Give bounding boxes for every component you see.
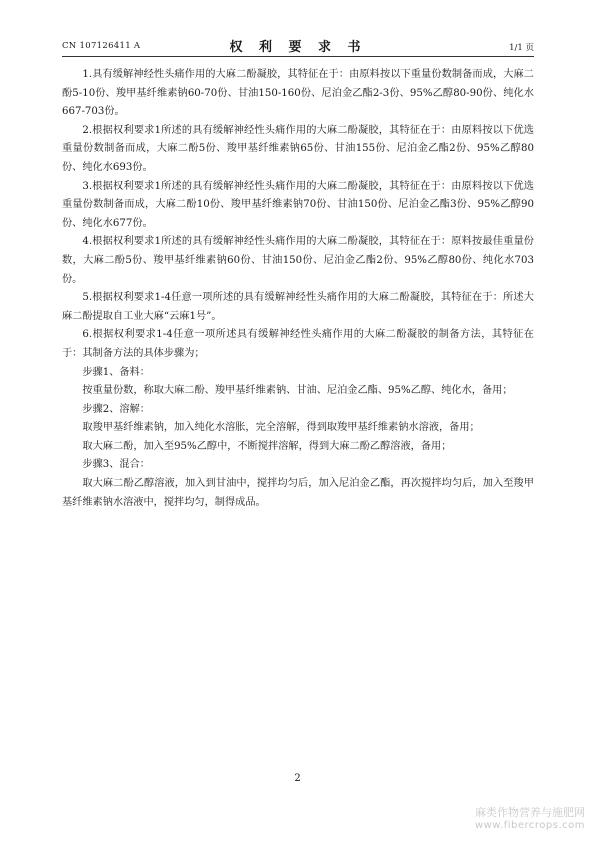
document-title: 权 利 要 求 书 (229, 40, 367, 55)
watermark-url: www.fibercrops.com (474, 820, 585, 831)
claims-body (62, 66, 534, 512)
claim-2: 2.根据权利要求1所述的具有缓解神经性头痛作用的大麻二酚凝胶，其特征在于：由原料按以下优选重量份数制备而成，大麻二酚5份、羧甲基纤维素钠65份、甘油155份、尼泊金乙酯2份、95%乙醇80份、纯化水693份。 (62, 124, 534, 173)
step-1-text: 按重量份数，称取大麻二酚、羧甲基纤维素钠、甘油、尼泊金乙酯、95%乙醇、纯化水，备用； (82, 385, 513, 397)
page-info: 1/1 页 (509, 43, 534, 53)
claim-6: 6.根据权利要求1-4任意一项所述具有缓解神经性头痛作用的大麻二酚凝胶的制备方法，其特征在于：其制备方法的具体步骤为； (62, 329, 534, 359)
step-2-text-b: 取大麻二酚，加入至95%乙醇中，不断搅拌溶解，得到大麻二酚乙醇溶液，备用； (82, 440, 452, 452)
document-number: CN 107126411 A (62, 41, 141, 51)
step-3-heading: 步骤3、混合： (82, 459, 150, 471)
watermark (475, 806, 585, 832)
step-2-heading: 步骤2、溶解： (82, 403, 150, 415)
step-2-text-a: 取羧甲基纤维素钠，加入纯化水溶胀，完全溶解，得到取羧甲基纤维素钠水溶液，备用； (82, 422, 480, 434)
watermark-site-name: 麻类作物营养与施肥网 (475, 806, 585, 819)
claim-3: 3.根据权利要求1所述的具有缓解神经性头痛作用的大麻二酚凝胶，其特征在于：由原料按以下优选重量份数制备而成，大麻二酚10份、羧甲基纤维素钠70份、甘油150份、尼泊金乙酯3份、95%乙醇90份、纯化水677份。 (62, 180, 534, 229)
claim-1: 1.具有缓解神经性头痛作用的大麻二酚凝胶，其特征在于：由原料按以下重量份数制备而成，大麻二酚5-10份、羧甲基纤维素钠60-70份、甘油150-160份、尼泊金乙酯2-3份、95%乙醇80-90份、纯化水667-703份。 (62, 69, 534, 118)
step-1-heading: 步骤1、备料： (82, 366, 150, 378)
step-3-text: 取大麻二酚乙醇溶液，加入到甘油中，搅拌均匀后，加入尼泊金乙酯，再次搅拌均匀后，加入至羧甲基纤维素钠水溶液中，搅拌均匀，制得成品。 (62, 478, 534, 508)
page-number: 2 (294, 773, 301, 784)
page-header (62, 34, 534, 57)
claim-4: 4.根据权利要求1所述的具有缓解神经性头痛作用的大麻二酚凝胶，其特征在于：原料按最佳重量份数，大麻二酚5份、羧甲基纤维素钠60份、甘油150份、尼泊金乙酯2份、95%乙醇80份、纯化水703份。 (62, 236, 534, 285)
claim-5: 5.根据权利要求1-4任意一项所述的具有缓解神经性头痛作用的大麻二酚凝胶，其特征在于：所述大麻二酚提取自工业大麻“云麻1号”。 (62, 292, 534, 322)
